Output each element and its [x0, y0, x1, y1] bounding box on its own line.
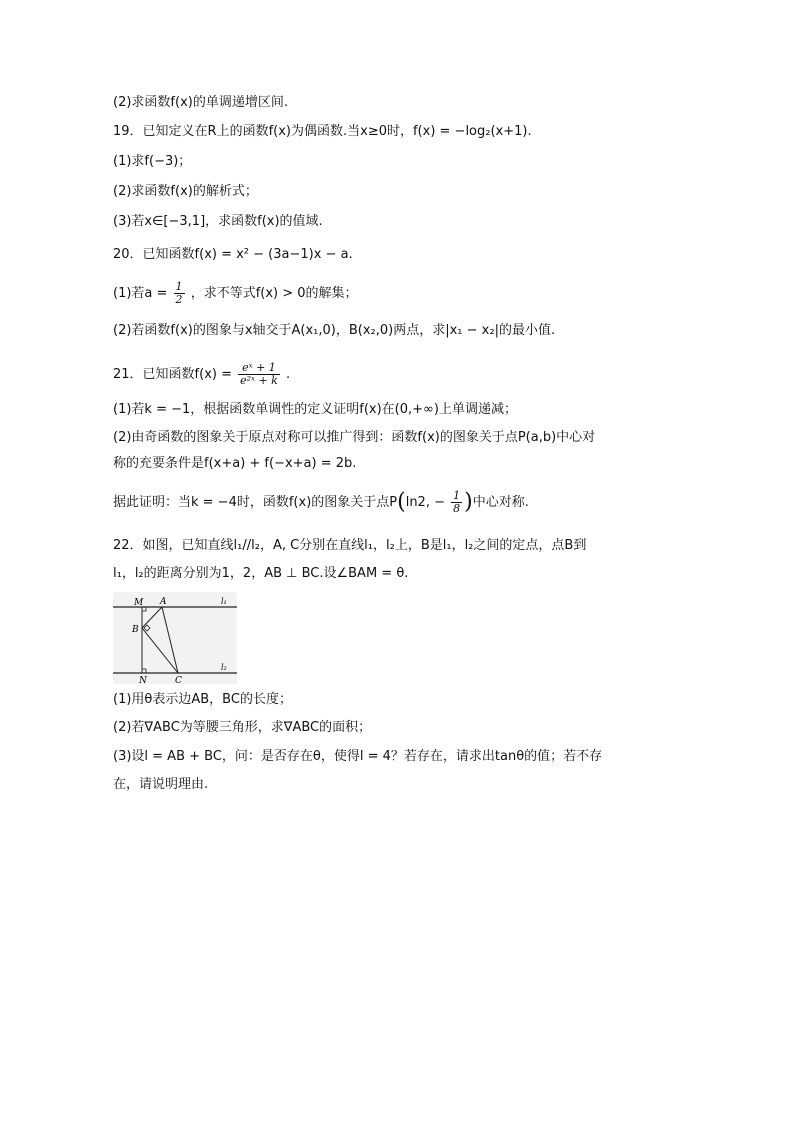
label-l2: l₂ [221, 663, 227, 672]
label-a: A [160, 597, 167, 607]
q21-part2: (2)由奇函数的图象关于原点对称可以推广得到：函数f(x)的图象关于点P(a,b)中心对 [113, 430, 596, 445]
q20-part2: (2)若函数f(x)的图象与x轴交于A(x₁,0)，B(x₂,0)两点，求|x₁ − x₂|的最小值. [113, 323, 556, 338]
segment-ab [142, 607, 162, 628]
q22-stem: 22．如图，已知直线l₁//l₂，A, C分别在直线l₁，l₂上，B是l₁，l₂之间的定点，点B到 [113, 538, 587, 553]
label-m: M [134, 598, 144, 608]
right-angle-mark-b [144, 625, 150, 631]
fraction-numerator: eˣ + 1 [238, 362, 280, 375]
q18-part2: (2)求函数f(x)的单调递增区间. [113, 95, 288, 110]
q22-part1: (1)用θ表示边AB，BC的长度； [113, 692, 292, 707]
fraction-one-eighth [451, 490, 462, 515]
q21-point-x: ln2, − [405, 495, 445, 510]
fraction-denominator: 2 [175, 293, 183, 306]
q21-part3-suffix: 中心对称. [472, 495, 529, 510]
q21-part3-prefix: 据此证明：当k = −4时，函数f(x)的图象关于点P [113, 495, 398, 510]
label-c: C [175, 676, 182, 684]
q19-part3: (3)若x∈[−3,1]，求函数f(x)的值域. [113, 214, 323, 229]
q20-part1 [113, 281, 358, 306]
q20-part1-prefix: (1)若a = [113, 286, 168, 301]
q21-part1: (1)若k = −1，根据函数单调性的定义证明f(x)在(0,+∞)上单调递减； [113, 402, 517, 417]
q21-part2-cont: 称的充要条件是f(x+a) + f(−x+a) = 2b. [113, 456, 357, 471]
q19-stem: 19．已知定义在R上的函数f(x)为偶函数.当x≥0时，f(x) = −log₂(x+1). [113, 124, 532, 139]
fraction-numerator: 1 [175, 280, 183, 293]
q22-part3: (3)设l = AB + BC，问：是否存在θ，使得l = 4？若存在，请求出tanθ的值；若不存 [113, 749, 603, 764]
q19-part2: (2)求函数f(x)的解析式； [113, 184, 258, 199]
period: . [285, 367, 291, 382]
q19-part1: (1)求f(−3)； [113, 154, 192, 169]
label-b: B [132, 625, 139, 635]
q21-stem-prefix: 21．已知函数f(x) = [113, 367, 232, 382]
label-n: N [139, 676, 147, 684]
fraction-denominator: e²ˣ + k [240, 374, 278, 387]
q22-part3-cont: 在，请说明理由. [113, 777, 209, 792]
fraction-numerator: 1 [453, 489, 461, 502]
q22-stem-cont: l₁，l₂的距离分别为1，2，AB ⊥ BC.设∠BAM = θ. [113, 566, 409, 581]
fraction-one-half [174, 281, 185, 306]
q22-part2: (2)若∇ABC为等腰三角形，求∇ABC的面积； [113, 720, 372, 735]
geometry-figure [113, 592, 237, 684]
q20-part1-suffix: ，求不等式f(x) > 0的解集； [190, 286, 358, 301]
paren-open: ( [397, 489, 406, 515]
q20-stem: 20．已知函数f(x) = x² − (3a−1)x − a. [113, 247, 353, 262]
paren-close: ) [464, 489, 473, 515]
label-l1: l₁ [221, 597, 227, 606]
q21-part3 [113, 490, 529, 515]
geometry-diagram [113, 592, 237, 684]
fraction-q21 [238, 362, 280, 387]
fraction-denominator: 8 [453, 502, 461, 515]
q21-stem [113, 362, 290, 387]
